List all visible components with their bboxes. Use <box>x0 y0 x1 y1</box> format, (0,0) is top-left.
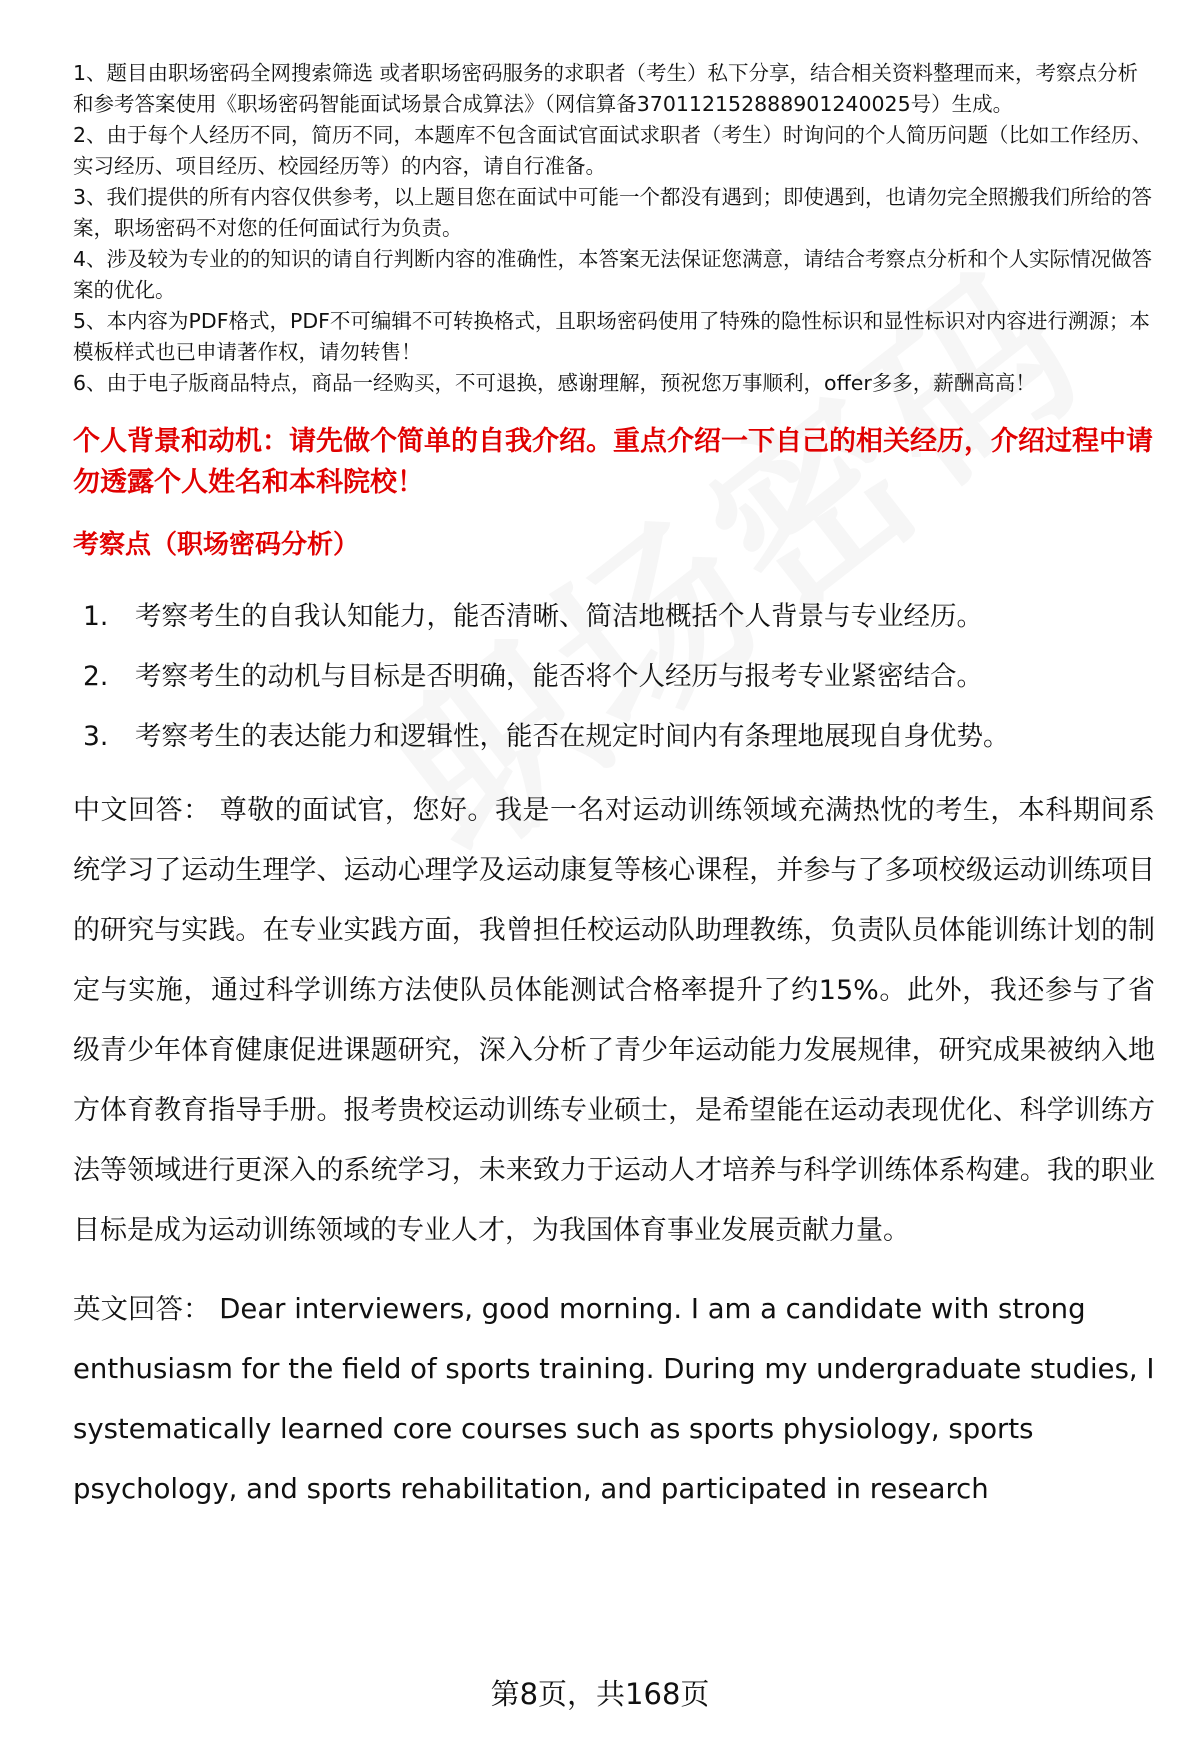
list-item <box>73 647 1155 707</box>
page-number: 第8页，共168页 <box>490 1677 710 1711</box>
list-item-text: 考察考生的表达能力和逻辑性，能否在规定时间内有条理地展现自身优势。 <box>135 721 1010 752</box>
list-item-text: 考察考生的动机与目标是否明确，能否将个人经历与报考专业紧密结合。 <box>135 661 983 692</box>
disclaimer-item: 4、涉及较为专业的的知识的请自行判断内容的准确性，本答案无法保证您满意，请结合考察点分析和个人实际情况做答案的优化。 <box>73 247 1153 302</box>
analysis-title: 考察点（职场密码分析） <box>73 530 360 560</box>
disclaimer-item: 5、本内容为PDF格式，PDF不可编辑不可转换格式，且职场密码使用了特殊的隐性标识和显性标识对内容进行溯源；本模板样式也已申请著作权，请勿转售！ <box>73 309 1150 364</box>
interview-question: 个人背景和动机：请先做个简单的自我介绍。重点介绍一下自己的相关经历，介绍过程中请勿透露个人姓名和本科院校！ <box>73 426 1153 498</box>
chinese-answer: 中文回答： 尊敬的面试官，您好。我是一名对运动训练领域充满热忱的考生，本科期间系统学习了运动生理学、运动心理学及运动康复等核心课程，并参与了多项校级运动训练项目的研究与实践。在专业实践方面，我曾担任校运动队助理教练，负责队员体能训练计划的制定与实施，通过科学训练方法使队员体能测试合格率提升了约15%。此外，我还参与了省级青少年体育健康促进课题研究，深入分析了青少年运动能力发展规律，研究成果被纳入地方体育教育指导手册。报考贵校运动训练专业硕士，是希望能在运动表现优化、科学训练方法等领域进行更深入的系统学习，未来致力于运动人才培养与科学训练体系构建。我的职业目标是成为运动训练领域的专业人才，为我国体育事业发展贡献力量。 <box>73 795 1155 1246</box>
list-item-number: 1. <box>83 601 109 632</box>
disclaimer-block <box>73 58 1155 399</box>
disclaimer-item: 1、题目由职场密码全网搜索筛选 或者职场密码服务的求职者（考生）私下分享，结合相关资料整理而来，考察点分析和参考答案使用《职场密码智能面试场景合成算法》（网信算备370112152888901240025号）生成。 <box>73 61 1139 116</box>
analysis-points <box>73 587 1155 767</box>
list-item-text: 考察考生的自我认知能力，能否清晰、简洁地概括个人背景与专业经历。 <box>135 601 983 632</box>
list-item-number: 3. <box>83 721 109 752</box>
list-item-number: 2. <box>83 661 109 692</box>
english-answer: 英文回答： Dear interviewers, good morning. I am a candidate with strong enthusiasm for the field of sports training. During my undergraduate studies, I systematically learned core courses such as sports physiology, sports psychology, and sports rehabilitation, and participated in research <box>73 1293 1155 1505</box>
document-page <box>73 58 1155 1519</box>
disclaimer-item: 6、由于电子版商品特点，商品一经购买，不可退换，感谢理解，预祝您万事顺利，offer多多，薪酬高高！ <box>73 371 1036 395</box>
disclaimer-item: 3、我们提供的所有内容仅供参考，以上题目您在面试中可能一个都没有遇到；即使遇到，也请勿完全照搬我们所给的答案，职场密码不对您的任何面试行为负责。 <box>73 185 1153 240</box>
disclaimer-item: 2、由于每个人经历不同，简历不同，本题库不包含面试官面试求职者（考生）时询问的个人简历问题（比如工作经历、实习经历、项目经历、校园经历等）的内容，请自行准备。 <box>73 123 1153 178</box>
list-item <box>73 587 1155 647</box>
list-item <box>73 707 1155 767</box>
